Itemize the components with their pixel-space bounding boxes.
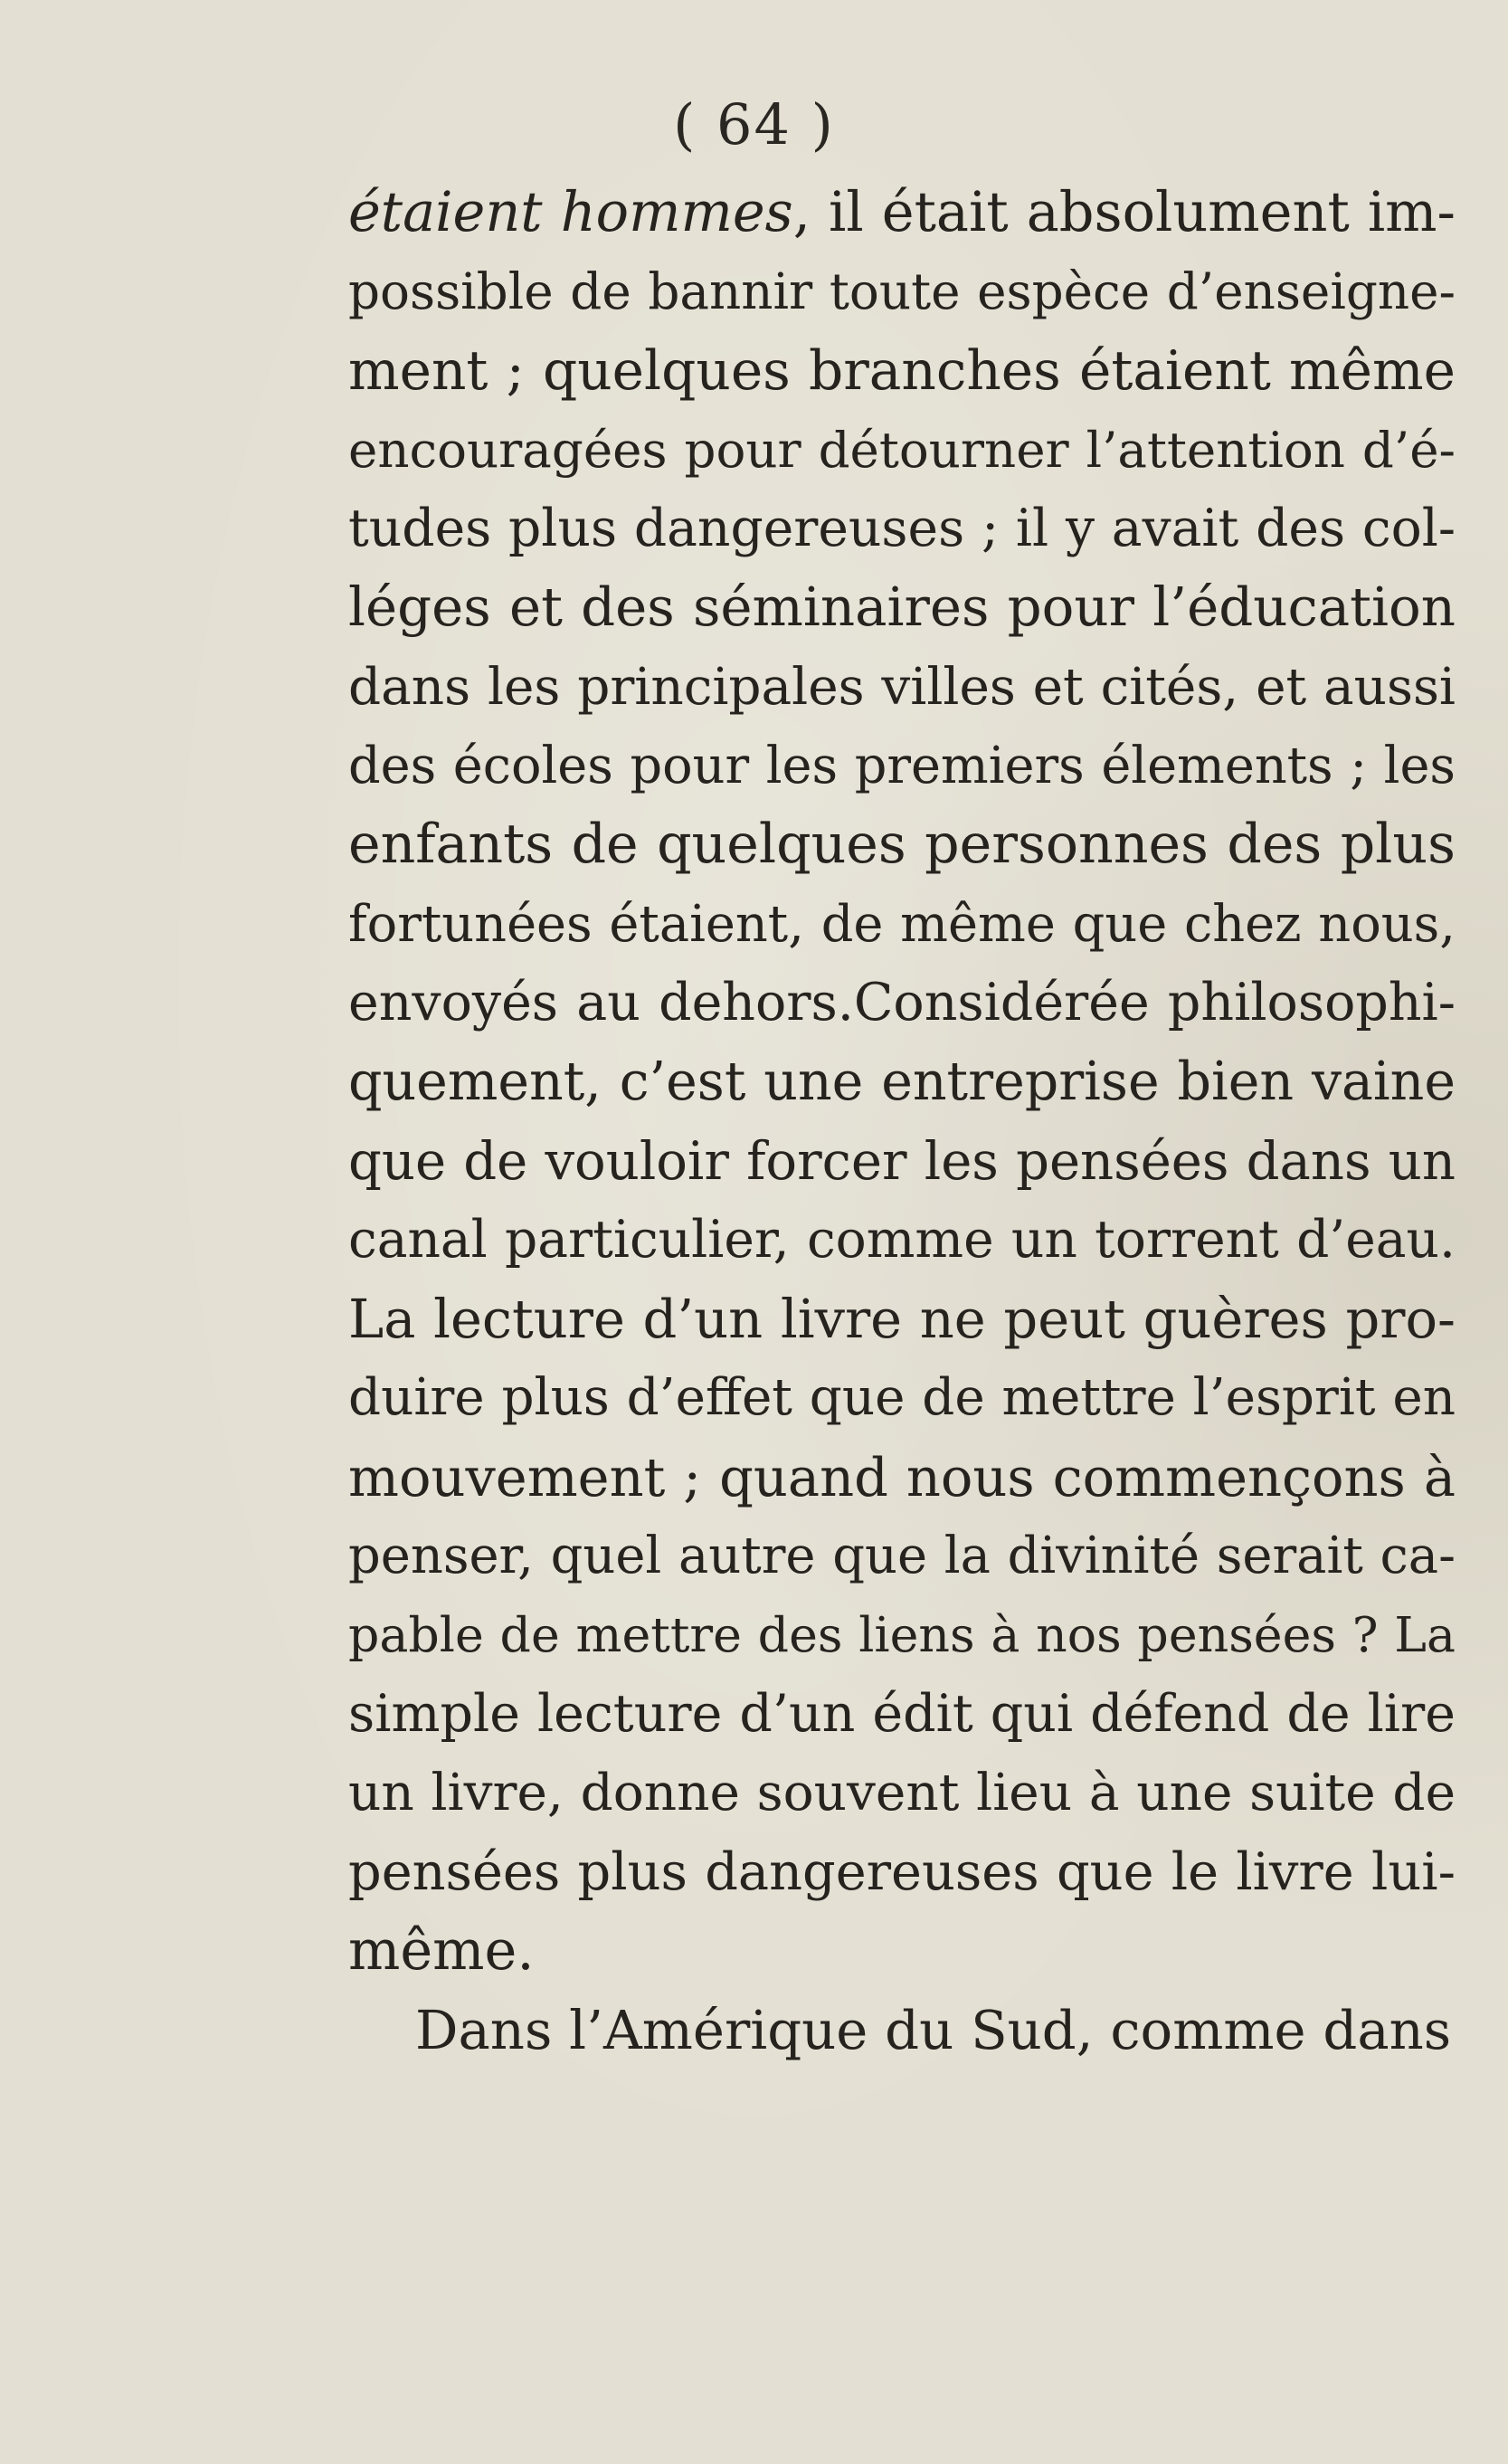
text-line: encouragées pour détourner l’attention d’é- <box>348 420 1456 479</box>
text-line: simple lecture d’un édit qui défend de lire <box>348 1683 1456 1744</box>
text-line: envoyés au dehors.Considérée philosophi- <box>348 972 1456 1032</box>
text-line: mouvement ; quand nous commençons à <box>348 1445 1456 1508</box>
text-line: léges et des séminaires pour l’éducation <box>348 576 1456 640</box>
text-line: un livre, donne souvent lieu à une suite de <box>348 1763 1456 1822</box>
text-line: La lecture d’un livre ne peut guères pro- <box>348 1288 1456 1351</box>
paragraph-start-line: Dans l’Amérique du Sud, comme dans <box>415 1998 1452 2061</box>
body-text <box>348 174 1456 2069</box>
text-line: que de vouloir forcer les pensées dans un <box>348 1130 1456 1192</box>
text-line: enfants de quelques personnes des plus <box>348 813 1456 877</box>
text-line: fortunées étaient, de même que chez nous, <box>348 894 1456 954</box>
text-line <box>348 174 1456 252</box>
text-line: quement, c’est une entreprise bien vaine <box>348 1051 1456 1113</box>
text-line: pensées plus dangereuses que le livre lui- <box>348 1841 1456 1903</box>
text-line: possible de bannir toute espèce d’enseigne- <box>348 262 1456 321</box>
text-line: des écoles pour les premiers élements ; les <box>348 737 1456 796</box>
page-number: ( 64 ) <box>673 91 835 157</box>
italic-phrase: étaient hommes <box>348 181 793 244</box>
text-line: duire plus d’effet que de mettre l’esprit en <box>348 1368 1456 1428</box>
text-line: tudes plus dangereuses ; il y avait des col- <box>348 499 1456 559</box>
text-line: même. <box>348 1918 535 1983</box>
text-line: pable de mettre des liens à nos pensées ? La <box>348 1606 1456 1664</box>
text-line: ment ; quelques branches étaient même <box>348 339 1456 403</box>
line-text: , il était absolument im- <box>792 181 1456 244</box>
text-line: penser, quel autre que la divinité serait ca- <box>348 1527 1456 1586</box>
text-line: canal particulier, comme un torrent d’eau. <box>348 1209 1456 1270</box>
text-line: dans les principales villes et cités, et aussi <box>348 657 1456 717</box>
